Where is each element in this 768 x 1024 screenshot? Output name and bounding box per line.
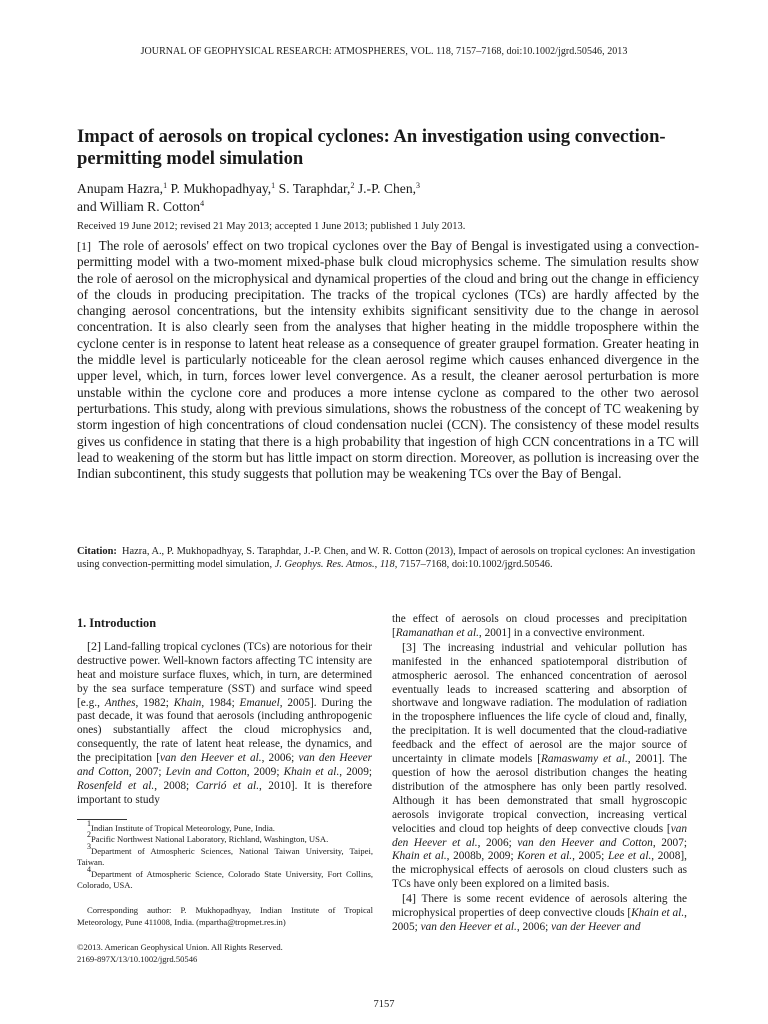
footnote-text: Indian Institute of Tropical Meteorology, Pune, India. xyxy=(91,823,275,833)
paragraph-text: The increasing industrial and vehicular pollution has manifested in the enhanced spatiotemporal distribution of atmospheric aerosol. The enhanced concentration of aerosol eventually leads to increased scattering and absorption of shortwave and longwave radiation. The modulation of radiation in the troposphere influences the life cycle of cloud and, finally, the precipitation. It is well documented that the cloud-radiative feedback and the effect of aerosol are the major source of uncertainty in climate models [ xyxy=(392,641,687,766)
paragraph-text: , 1984; xyxy=(201,696,235,709)
paragraph-text: , 2006; xyxy=(516,920,549,933)
citation-journal: J. Geophys. Res. Atmos. xyxy=(274,559,375,571)
author-name: and William R. Cotton xyxy=(77,199,201,214)
citation-text: Hazra, A., P. Mukhopadhyay, S. Taraphdar, J.-P. Chen, and W. R. Cotton (2013), Impact of aerosols on tropical cyclones: An investigation using convection-permitting model simulation, xyxy=(77,546,696,571)
author-affiliation-mark: 1 xyxy=(271,181,276,190)
footnote-text: Department of Atmospheric Sciences, National Taiwan University, Taipei, Taiwan. xyxy=(77,845,373,868)
reference-link: Ramanathan et al. xyxy=(395,626,479,639)
abstract-text: The role of aerosols' effect on two tropical cyclones over the Bay of Bengal is investigated using a convection-permitting model with a two-moment mixed-phase bulk cloud microphysics scheme. The simulation results show the role of aerosol on the microphysical and dynamical properties of the cloud and bring out the change in efficiency of the clouds in producing precipitation. The tracks of the tropical cyclones (TCs) are hardly affected by the changing aerosol concentrations, but the intensity exhibits significant sensitivity due to the change in aerosol concentration. It is also clearly seen from the analyses that higher heating in the middle troposphere within the cyclone center is in response to latent heat release as a consequence of greater graupel formation. Greater heating in the middle level is particularly noticeable for the clean aerosol regime which causes enhanced divergence in the upper level, which, in turn, forces lower level convergence. As a result, the cleaner aerosol perturbation is more unstable within the cyclone core and produces a more intense cyclone as compared to the other two aerosol perturbations. This study, along with previous simulations, shows the robustness of the concept of TC weakening by storm ingestion of high concentrations of cloud condensation nuclei (CCN). The consistency of these model results gives us confidence in stating that there is a high probability that ingestion of high CCN concentrations in a TC will lead to weakening of the storm but has little impact on storm direction. Moreover, as pollution is increasing over the Indian subcontinent, this study suggests that pollution may be weakening TCs over the Bay of Bengal. xyxy=(77,238,699,482)
author-name: J.-P. Chen, xyxy=(357,181,417,196)
paragraph-continued xyxy=(392,613,687,641)
issn-doi: 2169-897X/13/10.1002/jgrd.50546 xyxy=(77,953,198,964)
paragraph-text: , 2006; xyxy=(477,836,512,849)
footnote-mark: 4 xyxy=(87,864,91,874)
paragraph-text: , 2001]. The question of how the aerosol distribution changes the heating distribution of the atmosphere has only been partly resolved. Although it has been demonstrated that small hygroscopic aerosols invigorate tropical convection, increasing vertical velocities and cloud top heights of deep convective clouds [ xyxy=(392,753,687,835)
author-affiliation-mark: 1 xyxy=(163,181,168,190)
reference-link: van den Heever et al. xyxy=(159,752,262,765)
paragraph-number: [4] xyxy=(402,891,416,906)
paragraph-text: , 2008; xyxy=(154,779,190,792)
author-list xyxy=(77,180,677,216)
footnote-affiliation xyxy=(77,830,373,845)
paragraph-text: , 2007; xyxy=(652,836,687,849)
author-affiliation-mark: 3 xyxy=(416,181,421,190)
paragraph-number: [3] xyxy=(402,639,416,654)
paragraph-text: , 2009; xyxy=(339,766,372,779)
footnote-mark: 2 xyxy=(87,830,91,840)
citation-block xyxy=(77,545,699,571)
footnote-affiliation xyxy=(77,841,373,869)
paragraph-text: , 2008], the microphysical effects of aerosols on cloud clusters such as TCs have only been explored on a limited basis. xyxy=(392,850,687,891)
reference-link: Rosenfeld et al. xyxy=(77,779,155,792)
footnote-affiliation xyxy=(77,864,373,892)
paragraph-text: the effect of aerosols on cloud processes and precipitation [ xyxy=(392,613,687,639)
paragraph-text: , 2007; xyxy=(128,766,162,779)
left-column xyxy=(77,617,372,808)
paragraph-4 xyxy=(392,892,687,935)
author-name: P. Mukhopadhyay, xyxy=(170,181,272,196)
abstract xyxy=(77,238,699,482)
reference-link: van der Heever and xyxy=(551,920,641,933)
paragraph-text: , 2005]. During the past decade, it was found that aerosols (including anthropogenic ones) substantially affect the cloud microphysics and, consequently, the rate of latent heat release, the dynamics, and the precipitation [ xyxy=(77,696,372,765)
paragraph-text: , 2005; xyxy=(392,907,687,933)
right-column xyxy=(392,613,687,935)
reference-link: Levin and Cotton xyxy=(165,766,247,779)
citation-separator: , xyxy=(374,559,378,571)
paragraph-text: , 2010]. It is therefore important to study xyxy=(77,779,372,806)
reference-link: van den Heever and Cotton xyxy=(77,752,372,779)
reference-link: Carrió et al. xyxy=(195,779,260,792)
paragraph-number: [2] xyxy=(87,638,101,653)
journal-header: JOURNAL OF GEOPHYSICAL RESEARCH: ATMOSPHERES, VOL. 118, 7157–7168, doi:10.1002/jgrd.50546, 2013 xyxy=(140,46,628,57)
citation-label: Citation: xyxy=(77,546,117,557)
paragraph-text: There is some recent evidence of aerosols altering the microphysical properties of deep convective clouds [ xyxy=(392,893,687,920)
paragraph-text: , 2005; xyxy=(572,850,605,863)
corresponding-author: Corresponding author: P. Mukhopadhyay, Indian Institute of Tropical Meteorology, Pune 411008, India. (mpartha@tropmet.res.in) xyxy=(77,905,373,927)
reference-link: van den Heever and Cotton xyxy=(517,836,653,849)
paragraph-text: , 2001] in a convective environment. xyxy=(478,626,645,639)
footnote-text: Pacific Northwest National Laboratory, Richland, Washington, USA. xyxy=(91,834,329,845)
reference-link: Koren et al. xyxy=(517,850,573,863)
paragraph-text: Land-falling tropical cyclones (TCs) are notorious for their destructive power. Well-known factors affecting TC intensity are heat and moisture surface fluxes, which, in turn, are determined by the sea surface temperature (SST) and surface wind speed [e.g., xyxy=(77,640,372,709)
page-number: 7157 xyxy=(373,999,395,1010)
reference-link: Ramaswamy et al. xyxy=(541,753,628,766)
footnote-divider xyxy=(77,819,127,820)
reference-link: Anthes xyxy=(104,696,136,709)
footnote-text: Department of Atmospheric Science, Colorado State University, Fort Collins, Colorado, USA. xyxy=(77,868,373,891)
footnote-mark: 1 xyxy=(87,819,91,828)
citation-volume: 118 xyxy=(379,559,395,571)
reference-link: Khain xyxy=(173,696,202,709)
footnote-mark: 3 xyxy=(87,841,91,851)
paragraph-3 xyxy=(392,641,687,892)
reference-link: Lee et al. xyxy=(607,850,652,863)
author-affiliation-mark: 2 xyxy=(350,181,355,190)
paragraph-text: , 1982; xyxy=(135,696,169,709)
reference-link: Khain et al. xyxy=(631,907,685,920)
publication-dates: Received 19 June 2012; revised 21 May 2013; accepted 1 June 2013; published 1 July 2013. xyxy=(77,221,466,232)
reference-link: Khain et al. xyxy=(392,850,447,863)
paragraph-2 xyxy=(77,640,372,808)
citation-pages-doi: , 7157–7168, doi:10.1002/jgrd.50546. xyxy=(394,559,553,571)
paragraph-number: [1] xyxy=(77,239,91,253)
paragraph-text: , 2009; xyxy=(246,766,280,779)
footnotes xyxy=(77,819,373,965)
footnote-affiliation xyxy=(77,819,373,834)
paragraph-text: , 2008b, 2009; xyxy=(446,850,514,863)
reference-link: Emanuel xyxy=(239,696,280,709)
reference-link: van den Heever et al. xyxy=(392,822,687,849)
author-name: S. Taraphdar, xyxy=(278,181,351,196)
reference-link: Khain et al. xyxy=(283,766,340,779)
reference-link: van den Heever et al. xyxy=(420,920,517,933)
paper-title: Impact of aerosols on tropical cyclones: An investigation using convection-permitting model simulation xyxy=(77,126,666,169)
copyright-notice: ©2013. American Geophysical Union. All Rights Reserved. xyxy=(77,942,283,953)
author-affiliation-mark: 4 xyxy=(200,199,205,208)
section-heading-introduction: 1. Introduction xyxy=(77,616,157,630)
author-name: Anupam Hazra, xyxy=(77,181,164,196)
paragraph-text: , 2006; xyxy=(261,752,295,765)
